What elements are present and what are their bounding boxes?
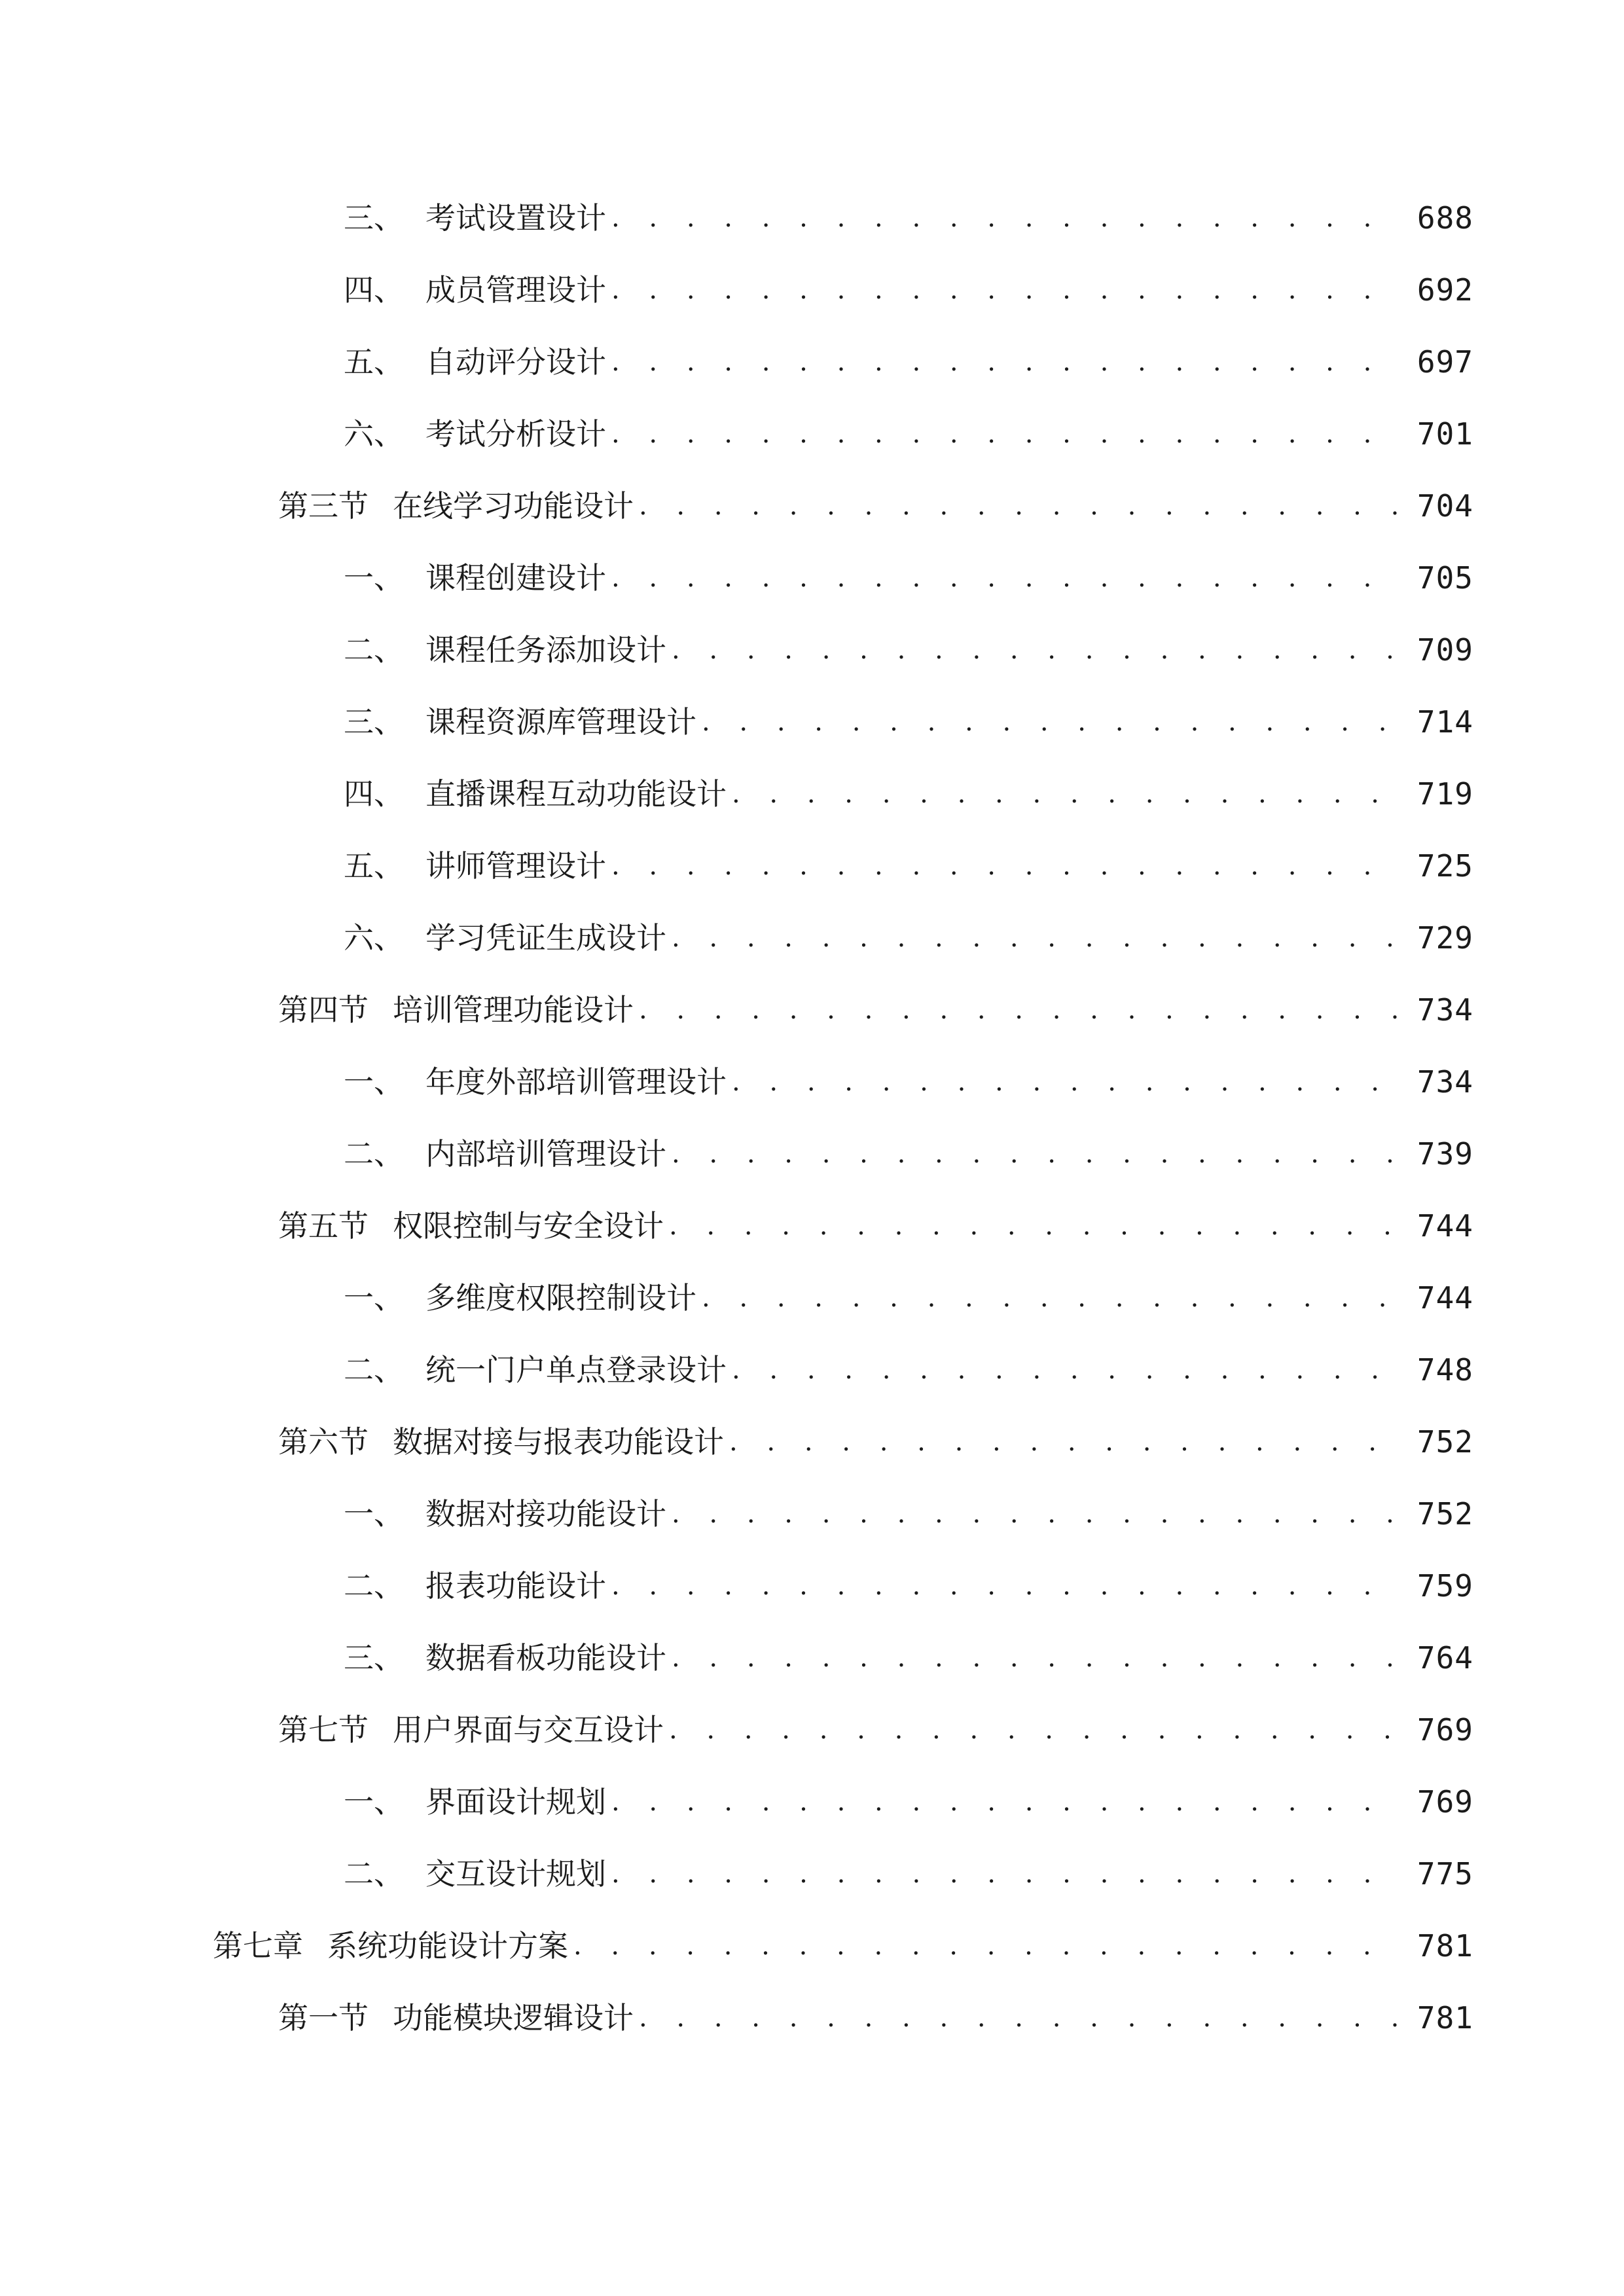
- toc-entry-page: 775: [1416, 1856, 1473, 1892]
- toc-entry-number: 四、: [344, 776, 404, 812]
- toc-entry-page: 697: [1416, 344, 1473, 380]
- toc-entry-page: 709: [1416, 632, 1473, 668]
- toc-entry-title: 功能模块逻辑设计: [393, 2000, 634, 2036]
- toc-entry-number: 第七节: [278, 1712, 369, 1748]
- toc-entry-title: 讲师管理设计: [425, 848, 606, 884]
- toc-entry[interactable]: [344, 192, 1473, 244]
- toc-entry-title: 学习凭证生成设计: [425, 920, 666, 956]
- toc-entry-title: 内部培训管理设计: [425, 1136, 666, 1172]
- toc-entry[interactable]: [344, 552, 1473, 604]
- toc-entry-title: 自动评分设计: [425, 344, 606, 380]
- toc-entry-page: 725: [1416, 848, 1473, 884]
- toc-entry-page: 719: [1416, 776, 1473, 812]
- toc-entry-title: 课程创建设计: [425, 560, 606, 596]
- dot-leader: [669, 1200, 1403, 1252]
- toc-entry-page: 705: [1416, 560, 1473, 596]
- toc-entry-title: 报表功能设计: [425, 1568, 606, 1604]
- toc-entry[interactable]: [344, 840, 1473, 892]
- toc-entry-number: 三、: [344, 1640, 404, 1676]
- toc-entry-number: 二、: [344, 1352, 404, 1388]
- dot-leader: [672, 1632, 1403, 1684]
- toc-entry[interactable]: [213, 1920, 1473, 1972]
- toc-entry-title: 年度外部培训管理设计: [425, 1064, 727, 1100]
- toc-entry-page: 744: [1416, 1208, 1473, 1244]
- toc-entry-page: 748: [1416, 1352, 1473, 1388]
- dot-leader: [732, 1056, 1403, 1108]
- toc-entry-number: 一、: [344, 1280, 404, 1316]
- dot-leader: [611, 840, 1403, 892]
- toc-entry-number: 第三节: [278, 488, 369, 524]
- dot-leader: [702, 1272, 1403, 1324]
- toc-entry-title: 课程资源库管理设计: [425, 704, 696, 740]
- dot-leader: [672, 624, 1403, 676]
- toc-entry-page: 729: [1416, 920, 1473, 956]
- toc-entry-number: 一、: [344, 1496, 404, 1532]
- toc-entry-title: 考试设置设计: [425, 200, 606, 236]
- toc-entry-title: 成员管理设计: [425, 272, 606, 308]
- toc-entry-page: 752: [1416, 1496, 1473, 1532]
- toc-entry-title: 培训管理功能设计: [393, 992, 634, 1028]
- toc-entry-title: 统一门户单点登录设计: [425, 1352, 727, 1388]
- toc-entry[interactable]: [278, 1704, 1473, 1756]
- dot-leader: [669, 1704, 1403, 1756]
- toc-entry[interactable]: [278, 1200, 1473, 1252]
- toc-entry-page: 688: [1416, 200, 1473, 236]
- toc-entry-page: 704: [1416, 488, 1473, 524]
- dot-leader: [611, 552, 1403, 604]
- dot-leader: [639, 480, 1403, 532]
- toc-entry-number: 五、: [344, 848, 404, 884]
- dot-leader: [639, 1992, 1403, 2044]
- toc-entry-title: 数据对接功能设计: [425, 1496, 666, 1532]
- toc-entry-number: 三、: [344, 704, 404, 740]
- dot-leader: [611, 1776, 1403, 1828]
- toc-entry[interactable]: [344, 1632, 1473, 1684]
- toc-entry-title: 界面设计规划: [425, 1784, 606, 1820]
- toc-entry-number: 三、: [344, 200, 404, 236]
- toc-entry[interactable]: [344, 1776, 1473, 1828]
- toc-entry-title: 在线学习功能设计: [393, 488, 634, 524]
- toc-entry-number: 二、: [344, 1568, 404, 1604]
- toc-entry-page: 764: [1416, 1640, 1473, 1676]
- dot-leader: [611, 408, 1403, 460]
- toc-entry-page: 744: [1416, 1280, 1473, 1316]
- toc-entry-number: 五、: [344, 344, 404, 380]
- toc-entry[interactable]: [278, 1992, 1473, 2044]
- dot-leader: [672, 912, 1403, 964]
- toc-entry-title: 系统功能设计方案: [327, 1928, 568, 1964]
- toc-entry-title: 权限控制与安全设计: [393, 1208, 664, 1244]
- toc-entry[interactable]: [344, 624, 1473, 676]
- toc-entry-number: 第六节: [278, 1424, 369, 1460]
- toc-entry-page: 714: [1416, 704, 1473, 740]
- toc-entry-number: 四、: [344, 272, 404, 308]
- dot-leader: [611, 192, 1403, 244]
- toc-entry-page: 781: [1416, 1928, 1473, 1964]
- toc-entry-number: 一、: [344, 1784, 404, 1820]
- toc-entry-number: 二、: [344, 1856, 404, 1892]
- toc-entry-page: 739: [1416, 1136, 1473, 1172]
- toc-entry[interactable]: [344, 1848, 1473, 1900]
- toc-entry-page: 734: [1416, 1064, 1473, 1100]
- toc-entry[interactable]: [344, 768, 1473, 820]
- dot-leader: [732, 768, 1403, 820]
- toc-entry-title: 考试分析设计: [425, 416, 606, 452]
- toc-entry-title: 课程任务添加设计: [425, 632, 666, 668]
- toc-entry[interactable]: [344, 696, 1473, 748]
- toc-entry-number: 二、: [344, 632, 404, 668]
- toc-entry-number: 六、: [344, 920, 404, 956]
- toc-entry-number: 一、: [344, 560, 404, 596]
- dot-leader: [639, 984, 1403, 1036]
- toc-entry[interactable]: [344, 1128, 1473, 1180]
- toc-entry[interactable]: [344, 1488, 1473, 1540]
- toc-entry-page: 769: [1416, 1712, 1473, 1748]
- toc-entry-number: 第七章: [213, 1928, 303, 1964]
- toc-entry-page: 734: [1416, 992, 1473, 1028]
- toc-entry-page: 692: [1416, 272, 1473, 308]
- dot-leader: [611, 264, 1403, 316]
- toc-entry-number: 第一节: [278, 2000, 369, 2036]
- toc-entry[interactable]: [344, 912, 1473, 964]
- toc-entry-title: 数据看板功能设计: [425, 1640, 666, 1676]
- toc-entry-title: 数据对接与报表功能设计: [393, 1424, 724, 1460]
- dot-leader: [672, 1128, 1403, 1180]
- dot-leader: [611, 1848, 1403, 1900]
- toc-entry-page: 781: [1416, 2000, 1473, 2036]
- toc-entry-title: 交互设计规划: [425, 1856, 606, 1892]
- dot-leader: [702, 696, 1403, 748]
- toc-entry[interactable]: [278, 984, 1473, 1036]
- toc-entry[interactable]: [344, 1056, 1473, 1108]
- toc-entry-number: 一、: [344, 1064, 404, 1100]
- toc-entry-title: 用户界面与交互设计: [393, 1712, 664, 1748]
- toc-entry[interactable]: [278, 480, 1473, 532]
- toc-entry[interactable]: [278, 1416, 1473, 1468]
- toc-entry-number: 二、: [344, 1136, 404, 1172]
- dot-leader: [611, 336, 1403, 388]
- toc-entry-number: 六、: [344, 416, 404, 452]
- dot-leader: [672, 1488, 1403, 1540]
- toc-entry[interactable]: [344, 1344, 1473, 1396]
- toc-entry-page: 769: [1416, 1784, 1473, 1820]
- toc-entry-page: 701: [1416, 416, 1473, 452]
- toc-entry-title: 直播课程互动功能设计: [425, 776, 727, 812]
- dot-leader: [611, 1560, 1403, 1612]
- toc-entry[interactable]: [344, 1560, 1473, 1612]
- dot-leader: [729, 1416, 1403, 1468]
- toc-entry[interactable]: [344, 408, 1473, 460]
- toc-entry[interactable]: [344, 264, 1473, 316]
- toc-entry-number: 第五节: [278, 1208, 369, 1244]
- toc-entry-page: 752: [1416, 1424, 1473, 1460]
- toc-entry[interactable]: [344, 1272, 1473, 1324]
- dot-leader: [732, 1344, 1403, 1396]
- toc-entry[interactable]: [344, 336, 1473, 388]
- toc-entry-page: 759: [1416, 1568, 1473, 1604]
- toc-entry-title: 多维度权限控制设计: [425, 1280, 696, 1316]
- dot-leader: [573, 1920, 1403, 1972]
- toc-entry-number: 第四节: [278, 992, 369, 1028]
